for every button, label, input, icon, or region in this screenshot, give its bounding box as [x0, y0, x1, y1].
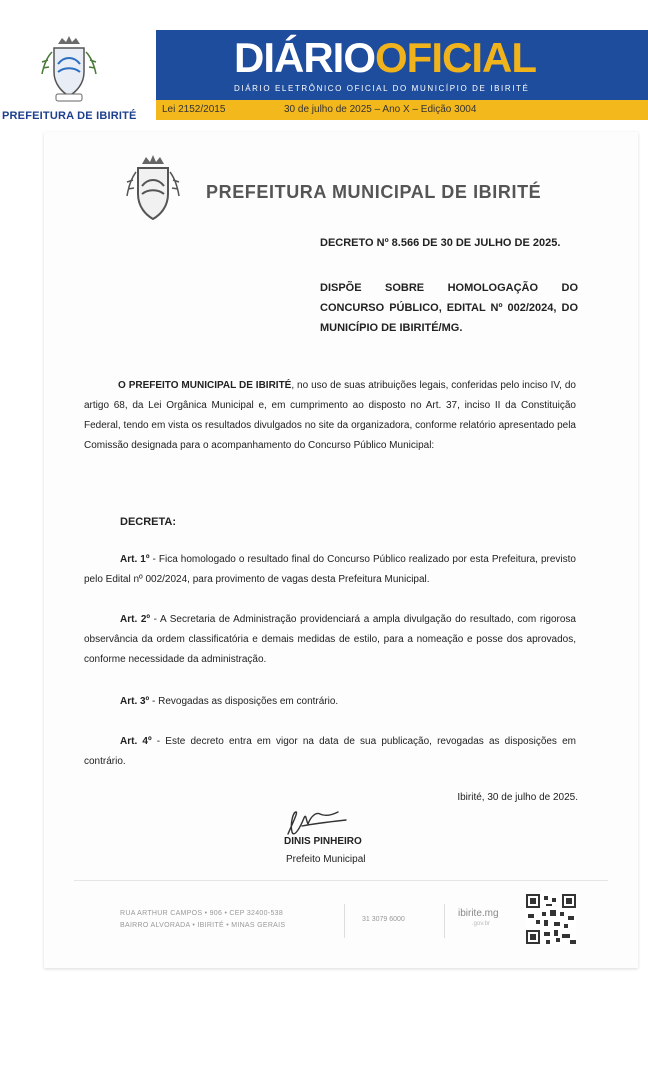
masthead-title-diario: DIÁRIO [234, 34, 375, 81]
footer-address [120, 908, 285, 932]
footer-phone: 31 3079 6000 [362, 916, 405, 923]
article-3 [84, 692, 576, 712]
footer-address-line1: RUA ARTHUR CAMPOS • 906 • CEP 32400-538 [120, 910, 284, 917]
article-label: Art. 4º [120, 736, 152, 747]
masthead-title [234, 36, 536, 80]
article-4 [84, 732, 576, 772]
signer-role: Prefeito Municipal [286, 854, 366, 865]
ibirite-crest-icon [34, 34, 104, 106]
masthead-title-band [156, 30, 648, 100]
footer-separator [344, 904, 345, 938]
decree-ementa: DISPÕE SOBRE HOMOLOGAÇÃO DO CONCURSO PÚBLICO, EDITAL Nº 002/2024, DO MUNICÍPIO DE IBIRITÉ/MG. [320, 282, 578, 334]
masthead-logo-box [0, 30, 156, 126]
preamble-text: , no uso de suas atribuições legais, conferidas pelo inciso IV, do artigo 68, da Lei Orgânica Municipal e, em cumprimento ao disposto no Art. 37, inciso II da Constituição Federal, tendo em vista os resultados divulgados no site da organizadora, conforme relatório apresentado pela Comissão designada para o acompanhamento do Concurso Público Municipal: [84, 380, 576, 451]
decreta-heading: DECRETA: [120, 516, 177, 528]
qr-code-icon[interactable] [526, 894, 576, 944]
article-text: - Fica homologado o resultado final do Concurso Público realizado por esta Prefeitura, previsto pelo Edital nº 002/2024, para provimento de vagas desta Prefeitura Municipal. [84, 554, 576, 585]
decree-number: DECRETO Nº 8.566 DE 30 DE JULHO DE 2025. [320, 237, 561, 249]
article-2 [84, 610, 576, 670]
preamble-lead: O PREFEITO MUNICIPAL DE IBIRITÉ [118, 380, 292, 391]
footer-separator [444, 904, 445, 938]
decree-document [44, 132, 638, 968]
article-text: - Revogadas as disposições em contrário. [149, 696, 339, 707]
masthead-info-band [156, 100, 648, 120]
masthead-prefeitura-label: PREFEITURA DE IBIRITÉ [2, 110, 137, 122]
decree-preamble [84, 376, 576, 456]
masthead [0, 30, 648, 126]
article-1 [84, 550, 576, 590]
footer-site-sub: .gov.br [472, 921, 490, 927]
document-header-title: PREFEITURA MUNICIPAL DE IBIRITÉ [206, 182, 542, 202]
article-label: Art. 2º [120, 614, 151, 625]
masthead-subtitle: DIÁRIO ELETRÔNICO OFICIAL DO MUNICÍPIO DE IBIRITÉ [234, 84, 530, 93]
masthead-lei: Lei 2152/2015 [162, 104, 226, 115]
article-text: - Este decreto entra em vigor na data de sua publicação, revogadas as disposições em contrário. [84, 736, 576, 767]
ibirite-crest-icon [122, 152, 184, 226]
signature-mark [284, 806, 354, 840]
masthead-title-oficial: OFICIAL [375, 34, 536, 81]
article-label: Art. 1º [120, 554, 150, 565]
footer-divider [74, 880, 608, 881]
footer-address-line2: BAIRRO ALVORADA • IBIRITÉ • MINAS GERAIS [120, 922, 286, 929]
footer-site: ibirite.mg [458, 908, 499, 919]
article-text: - A Secretaria de Administração providenciará a ampla divulgação do resultado, com rigorosa observância da ordem classificatória e demais medidas de estilo, para a nomeação e posse dos aprovados, conforme necessidade da administração. [84, 614, 576, 665]
article-label: Art. 3º [120, 696, 150, 707]
masthead-edicao: 30 de julho de 2025 – Ano X – Edição 3004 [284, 104, 477, 115]
place-date: Ibirité, 30 de julho de 2025. [457, 792, 578, 803]
signer-name: DINIS PINHEIRO [284, 836, 362, 847]
